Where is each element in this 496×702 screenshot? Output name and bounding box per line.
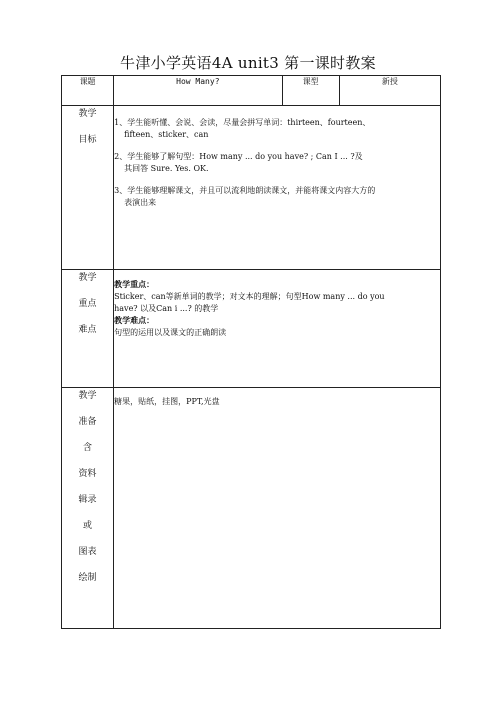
keypoints-content <box>114 270 441 388</box>
page-title: 牛津小学英语4A unit3 第一课时教案 <box>120 54 376 72</box>
type-label: 课型 <box>282 76 339 106</box>
materials-content <box>114 388 441 629</box>
materials-label-6: 或 <box>83 521 93 531</box>
objective-1-line-2: fifteen、sticker、can <box>124 130 209 139</box>
keypoints-label-2: 重点 <box>78 299 97 309</box>
materials-label-2: 准备 <box>78 417 97 427</box>
type-value: 新授 <box>339 76 440 106</box>
materials-label-5: 辑录 <box>78 495 97 505</box>
materials-label-7: 图表 <box>78 547 97 557</box>
topic-label: 课题 <box>62 76 114 106</box>
objectives-label-cell <box>62 106 114 270</box>
focus-heading: 教学重点： <box>114 280 155 289</box>
materials-label-1: 教学 <box>78 391 97 401</box>
materials-label-cell <box>62 388 114 629</box>
objectives-row <box>62 106 441 270</box>
materials-label-3: 含 <box>83 443 93 453</box>
topic-value: How Many? <box>114 76 282 106</box>
objectives-label-2: 目标 <box>78 135 97 145</box>
header-row <box>62 76 441 106</box>
objectives-content <box>114 106 441 270</box>
materials-label-8: 绘制 <box>78 573 97 583</box>
objective-3-line-1: 3、学生能够理解课文，并且可以流利地朗读课文，并能将课文内容大方的 <box>114 186 376 195</box>
objective-2-line-2: 其回答 Sure. Yes. OK. <box>124 164 209 173</box>
materials-text: 糖果，贴纸，挂图，PPT,光盘 <box>114 397 220 406</box>
difficulty-text: 句型的运用以及课文的正确朗读 <box>114 328 227 337</box>
objective-3-line-2: 表演出来 <box>124 198 157 207</box>
materials-row <box>62 388 441 629</box>
keypoints-row <box>62 270 441 388</box>
keypoints-label-cell <box>62 270 114 388</box>
objective-2-line-1: 2、学生能够了解句型：How many ... do you have? ; Can I ... ?及 <box>114 152 363 161</box>
keypoints-label-3: 难点 <box>78 325 97 335</box>
difficulty-heading: 教学难点： <box>114 316 155 325</box>
focus-line-2: have? 以及Can i ...? 的教学 <box>114 304 219 313</box>
objectives-label-1: 教学 <box>78 109 97 119</box>
materials-label-4: 资料 <box>78 469 97 479</box>
lesson-plan-table <box>61 75 441 629</box>
objective-1-line-1: 1、学生能听懂、会说、会读，尽量会拼写单词：thirteen、fourteen、 <box>114 118 371 127</box>
focus-line-1: Sticker、can等新单词的教学；对文本的理解；句型How many ... do you <box>114 292 385 301</box>
keypoints-label-1: 教学 <box>78 273 97 283</box>
